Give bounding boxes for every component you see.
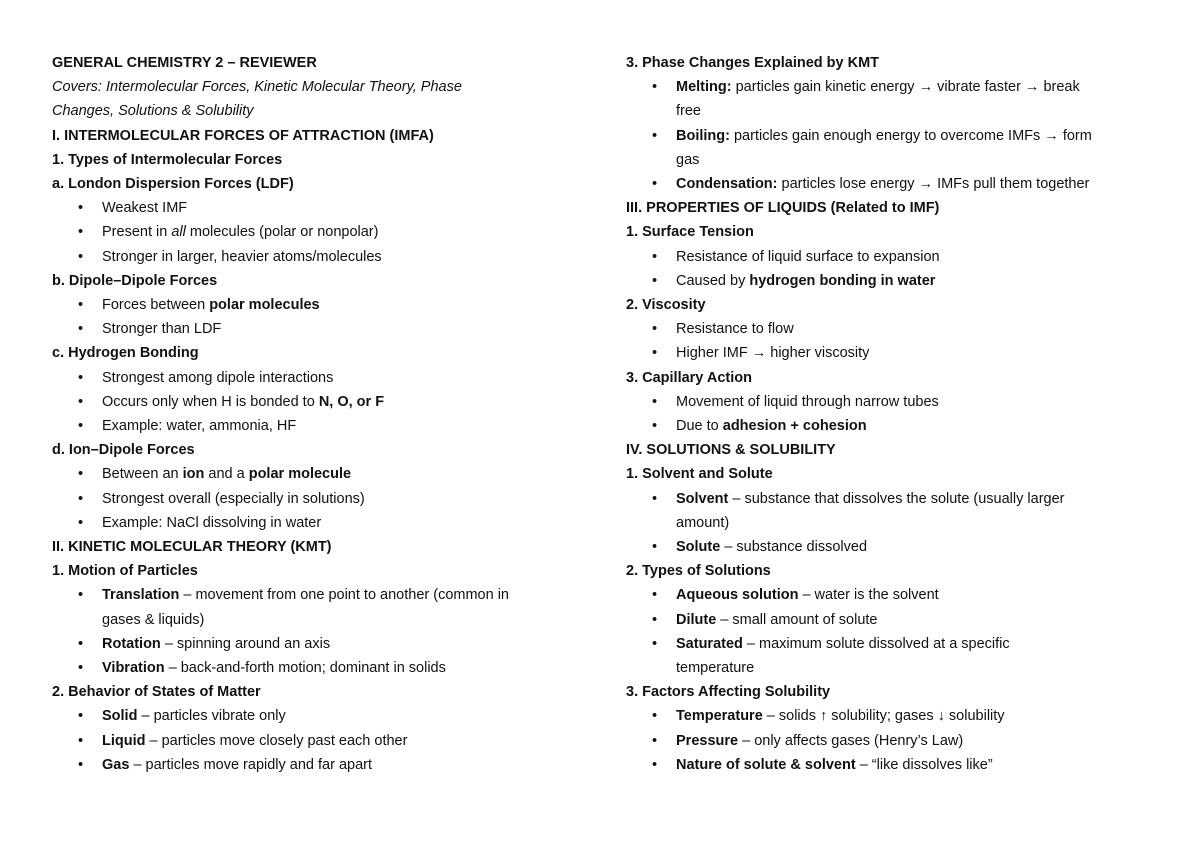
list-item: • Example: water, ammonia, HF [52, 414, 582, 438]
list-item: • Caused by hydrogen bonding in water [626, 269, 1156, 293]
bullet-icon: • [652, 176, 658, 193]
bullet-icon: • [652, 732, 658, 749]
subheading-dipole-dipole: b. Dipole–Dipole Forces [52, 272, 218, 289]
subheading-solvent-and-solute: 1. Solvent and Solute [626, 466, 773, 483]
bullet-icon: • [652, 611, 658, 628]
subheading-hydrogen-bonding: c. Hydrogen Bonding [52, 345, 199, 362]
list-item: • Occurs only when H is bonded to N, O, or F [52, 390, 582, 414]
list-item: • Vibration – back-and-forth motion; dominant in solids [52, 656, 582, 680]
document-title: GENERAL CHEMISTRY 2 – REVIEWER [52, 55, 317, 71]
list-item: • Forces between polar molecules [52, 293, 582, 317]
subheading-states-of-matter: 2. Behavior of States of Matter [52, 684, 261, 701]
bullet-icon: • [78, 635, 84, 652]
list-item-continuation: amount) [676, 514, 730, 531]
subheading-surface-tension: 1. Surface Tension [626, 224, 754, 241]
section-heading-kmt: II. KINETIC MOLECULAR THEORY (KMT) [52, 539, 332, 556]
list-item: • Translation – movement from one point to another (common in [52, 583, 582, 607]
list-item: • Movement of liquid through narrow tubes [626, 390, 1156, 414]
bullet-icon: • [652, 248, 658, 265]
bullet-icon: • [652, 635, 658, 652]
list-item-continuation: temperature [676, 660, 755, 677]
bullet-icon: • [652, 418, 658, 435]
subheading-factors-affecting-solubility: 3. Factors Affecting Solubility [626, 684, 831, 701]
list-item: • Resistance of liquid surface to expansion [626, 245, 1156, 269]
bullet-icon: • [78, 297, 84, 314]
bullet-icon: • [652, 490, 658, 507]
list-item: • Gas – particles move rapidly and far apart [52, 753, 582, 777]
bullet-icon: • [652, 708, 658, 725]
right-column [626, 51, 1156, 777]
list-item: • Solvent – substance that dissolves the solute (usually larger [626, 487, 1156, 511]
list-item: • Strongest among dipole interactions [52, 366, 582, 390]
list-item: • Resistance to flow [626, 317, 1156, 341]
bullet-icon: • [78, 708, 84, 725]
subheading-ion-dipole: d. Ion–Dipole Forces [52, 442, 195, 459]
bullet-icon: • [78, 321, 84, 338]
subtitle-line: Changes, Solutions & Solubility [52, 103, 254, 120]
section-heading-properties-of-liquids: III. PROPERTIES OF LIQUIDS (Related to IMF) [626, 200, 940, 217]
bullet-icon: • [78, 514, 84, 531]
list-item: • Melting: particles gain kinetic energy → vibrate faster → break [626, 75, 1156, 99]
bullet-icon: • [78, 369, 84, 386]
bullet-icon: • [652, 393, 658, 410]
subheading-types-of-imf: 1. Types of Intermolecular Forces [52, 151, 283, 168]
section-heading-solutions: IV. SOLUTIONS & SOLUBILITY [626, 442, 836, 459]
bullet-icon: • [78, 224, 84, 241]
list-item: • Aqueous solution – water is the solvent [626, 583, 1156, 607]
list-item: • Between an ion and a polar molecule [52, 462, 582, 486]
list-item: • Liquid – particles move closely past each other [52, 729, 582, 753]
list-item: • Temperature – solids ↑ solubility; gases ↓ solubility [626, 704, 1156, 728]
bullet-icon: • [78, 732, 84, 749]
list-item-continuation: free [676, 103, 701, 120]
list-item: • Saturated – maximum solute dissolved at a specific [626, 632, 1156, 656]
bullet-icon: • [78, 660, 84, 677]
subheading-motion-of-particles: 1. Motion of Particles [52, 563, 198, 580]
list-item: • Stronger than LDF [52, 317, 582, 341]
list-item: • Rotation – spinning around an axis [52, 632, 582, 656]
list-item: • Higher IMF → higher viscosity [626, 341, 1156, 365]
bullet-icon: • [78, 393, 84, 410]
list-item: • Due to adhesion + cohesion [626, 414, 1156, 438]
bullet-icon: • [652, 321, 658, 338]
bullet-icon: • [78, 418, 84, 435]
subheading-types-of-solutions: 2. Types of Solutions [626, 563, 771, 580]
list-item-continuation: gas [676, 151, 700, 168]
bullet-icon: • [78, 587, 84, 604]
bullet-icon: • [78, 756, 84, 773]
list-item: • Solid – particles vibrate only [52, 704, 582, 728]
list-item-continuation: gases & liquids) [102, 611, 205, 628]
section-heading-imfa: I. INTERMOLECULAR FORCES OF ATTRACTION (IMFA) [52, 127, 434, 144]
subheading-viscosity: 2. Viscosity [626, 297, 706, 314]
bullet-icon: • [652, 79, 658, 96]
list-item: • Present in all molecules (polar or nonpolar) [52, 220, 582, 244]
list-item: • Stronger in larger, heavier atoms/molecules [52, 245, 582, 269]
list-item: • Pressure – only affects gases (Henry’s Law) [626, 729, 1156, 753]
bullet-icon: • [78, 466, 84, 483]
bullet-icon: • [652, 127, 658, 144]
subheading-capillary-action: 3. Capillary Action [626, 369, 752, 386]
bullet-icon: • [652, 345, 658, 362]
list-item: • Example: NaCl dissolving in water [52, 511, 582, 535]
list-item: • Weakest IMF [52, 196, 582, 220]
list-item: • Nature of solute & solvent – “like dissolves like” [626, 753, 1156, 777]
subtitle-line: Covers: Intermolecular Forces, Kinetic Molecular Theory, Phase [52, 79, 462, 96]
bullet-icon: • [652, 272, 658, 289]
list-item: • Strongest overall (especially in solutions) [52, 487, 582, 511]
list-item: • Solute – substance dissolved [626, 535, 1156, 559]
bullet-icon: • [652, 539, 658, 556]
subheading-phase-changes: 3. Phase Changes Explained by KMT [626, 55, 880, 71]
list-item: • Dilute – small amount of solute [626, 608, 1156, 632]
left-column [52, 51, 582, 777]
list-item: • Condensation: particles lose energy → IMFs pull them together [626, 172, 1156, 196]
list-item: • Boiling: particles gain enough energy to overcome IMFs → form [626, 124, 1156, 148]
bullet-icon: • [78, 200, 84, 217]
bullet-icon: • [78, 490, 84, 507]
bullet-icon: • [78, 248, 84, 265]
bullet-icon: • [652, 587, 658, 604]
subheading-ldf: a. London Dispersion Forces (LDF) [52, 176, 294, 193]
bullet-icon: • [652, 756, 658, 773]
